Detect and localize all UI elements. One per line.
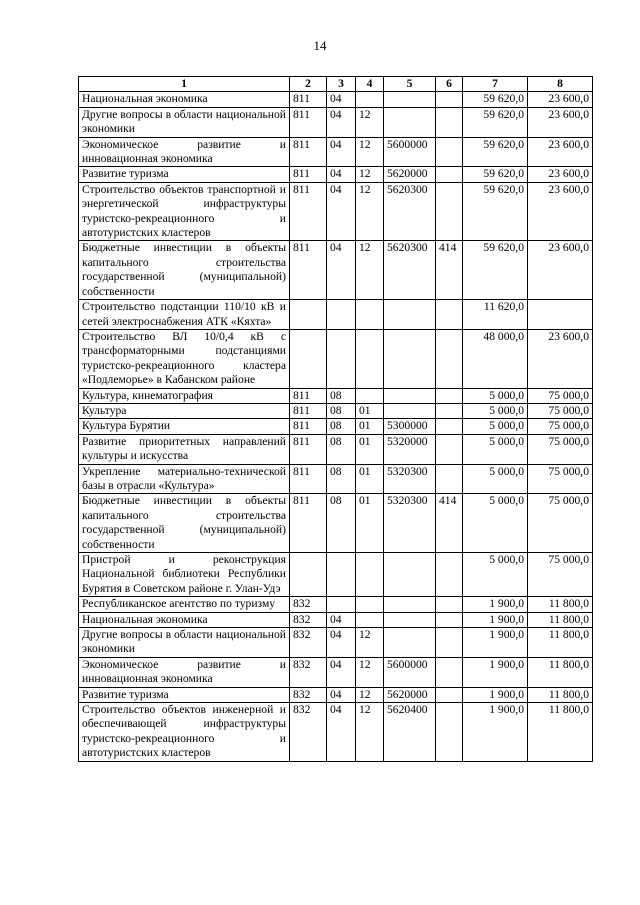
target-article-cell <box>384 107 436 137</box>
section-code-cell: 04 <box>327 92 356 107</box>
section-code-cell: 04 <box>327 182 356 241</box>
header-cell: 5 <box>384 77 436 92</box>
ministry-code-cell: 832 <box>290 612 327 627</box>
amount-col8-cell: 23 600,0 <box>528 167 593 182</box>
section-code-cell: 04 <box>327 167 356 182</box>
amount-col7-cell: 48 000,0 <box>463 329 528 388</box>
target-article-cell <box>384 300 436 330</box>
target-article-cell: 5320000 <box>384 434 436 464</box>
expense-type-cell <box>436 464 463 494</box>
subsection-code-cell <box>356 553 384 597</box>
expense-type-cell <box>436 703 463 762</box>
target-article-cell <box>384 612 436 627</box>
table-row <box>79 657 593 687</box>
section-code-cell <box>327 597 356 612</box>
expense-type-cell <box>436 107 463 137</box>
amount-col8-cell: 75 000,0 <box>528 553 593 597</box>
subsection-code-cell <box>356 92 384 107</box>
amount-col8-cell: 23 600,0 <box>528 92 593 107</box>
target-article-cell: 5620400 <box>384 703 436 762</box>
ministry-code-cell: 811 <box>290 182 327 241</box>
amount-col7-cell: 59 620,0 <box>463 107 528 137</box>
item-name-cell: Экономическое развитие и инновационная экономика <box>79 657 290 687</box>
amount-col7-cell: 11 620,0 <box>463 300 528 330</box>
table-header-row <box>79 77 593 92</box>
section-code-cell <box>327 553 356 597</box>
ministry-code-cell <box>290 553 327 597</box>
section-code-cell: 08 <box>327 419 356 434</box>
amount-col7-cell: 5 000,0 <box>463 419 528 434</box>
subsection-code-cell: 01 <box>356 494 384 553</box>
target-article-cell <box>384 329 436 388</box>
amount-col8-cell: 23 600,0 <box>528 107 593 137</box>
amount-col7-cell: 1 900,0 <box>463 612 528 627</box>
section-code-cell: 04 <box>327 612 356 627</box>
target-article-cell: 5300000 <box>384 419 436 434</box>
amount-col8-cell: 23 600,0 <box>528 241 593 300</box>
table-row <box>79 419 593 434</box>
item-name-cell: Бюджетные инвестиции в объекты капитального строительства государственной (муниципальной) собственности <box>79 494 290 553</box>
amount-col7-cell: 1 900,0 <box>463 703 528 762</box>
amount-col8-cell: 11 800,0 <box>528 597 593 612</box>
ministry-code-cell <box>290 329 327 388</box>
subsection-code-cell: 12 <box>356 687 384 702</box>
table-row <box>79 464 593 494</box>
amount-col8-cell: 75 000,0 <box>528 434 593 464</box>
table-row <box>79 597 593 612</box>
amount-col8-cell: 11 800,0 <box>528 657 593 687</box>
ministry-code-cell: 832 <box>290 628 327 658</box>
budget-table <box>78 76 593 762</box>
amount-col7-cell: 5 000,0 <box>463 494 528 553</box>
expense-type-cell <box>436 419 463 434</box>
section-code-cell: 08 <box>327 434 356 464</box>
target-article-cell <box>384 92 436 107</box>
amount-col8-cell: 75 000,0 <box>528 388 593 403</box>
section-code-cell: 08 <box>327 464 356 494</box>
section-code-cell: 08 <box>327 494 356 553</box>
target-article-cell: 5620300 <box>384 241 436 300</box>
section-code-cell: 04 <box>327 703 356 762</box>
table-row <box>79 703 593 762</box>
amount-col7-cell: 59 620,0 <box>463 167 528 182</box>
table-row <box>79 329 593 388</box>
expense-type-cell <box>436 182 463 241</box>
section-code-cell: 08 <box>327 388 356 403</box>
item-name-cell: Культура Бурятии <box>79 419 290 434</box>
expense-type-cell: 414 <box>436 241 463 300</box>
ministry-code-cell: 811 <box>290 388 327 403</box>
section-code-cell <box>327 329 356 388</box>
expense-type-cell <box>436 612 463 627</box>
amount-col7-cell: 1 900,0 <box>463 597 528 612</box>
amount-col7-cell: 5 000,0 <box>463 464 528 494</box>
subsection-code-cell <box>356 612 384 627</box>
subsection-code-cell: 12 <box>356 657 384 687</box>
item-name-cell: Бюджетные инвестиции в объекты капитального строительства государственной (муниципальной) собственности <box>79 241 290 300</box>
amount-col8-cell: 75 000,0 <box>528 403 593 418</box>
item-name-cell: Развитие приоритетных направлений культуры и искусства <box>79 434 290 464</box>
section-code-cell: 04 <box>327 107 356 137</box>
amount-col8-cell: 23 600,0 <box>528 182 593 241</box>
subsection-code-cell: 01 <box>356 464 384 494</box>
target-article-cell: 5620000 <box>384 167 436 182</box>
expense-type-cell <box>436 403 463 418</box>
header-cell: 8 <box>528 77 593 92</box>
amount-col7-cell: 5 000,0 <box>463 553 528 597</box>
expense-type-cell <box>436 687 463 702</box>
table-body <box>79 92 593 761</box>
table-row <box>79 107 593 137</box>
amount-col7-cell: 5 000,0 <box>463 434 528 464</box>
header-cell: 7 <box>463 77 528 92</box>
amount-col8-cell: 11 800,0 <box>528 687 593 702</box>
table-row <box>79 494 593 553</box>
amount-col8-cell: 11 800,0 <box>528 703 593 762</box>
amount-col8-cell: 75 000,0 <box>528 419 593 434</box>
table-row <box>79 628 593 658</box>
item-name-cell: Строительство подстанции 110/10 кВ и сетей электроснабжения АТК «Кяхта» <box>79 300 290 330</box>
subsection-code-cell <box>356 597 384 612</box>
expense-type-cell <box>436 329 463 388</box>
target-article-cell: 5620000 <box>384 687 436 702</box>
amount-col7-cell: 1 900,0 <box>463 628 528 658</box>
target-article-cell: 5320300 <box>384 494 436 553</box>
header-cell: 2 <box>290 77 327 92</box>
expense-type-cell <box>436 137 463 167</box>
table-row <box>79 403 593 418</box>
section-code-cell: 08 <box>327 403 356 418</box>
item-name-cell: Развитие туризма <box>79 167 290 182</box>
page-number: 14 <box>313 38 327 53</box>
ministry-code-cell: 811 <box>290 403 327 418</box>
expense-type-cell <box>436 657 463 687</box>
table-row <box>79 434 593 464</box>
table-row <box>79 241 593 300</box>
item-name-cell: Республиканское агентство по туризму <box>79 597 290 612</box>
amount-col7-cell: 5 000,0 <box>463 403 528 418</box>
subsection-code-cell: 12 <box>356 628 384 658</box>
subsection-code-cell: 01 <box>356 434 384 464</box>
amount-col7-cell: 1 900,0 <box>463 687 528 702</box>
table-row <box>79 137 593 167</box>
subsection-code-cell <box>356 388 384 403</box>
amount-col7-cell: 59 620,0 <box>463 92 528 107</box>
table-row <box>79 92 593 107</box>
item-name-cell: Другие вопросы в области национальной экономики <box>79 107 290 137</box>
ministry-code-cell: 832 <box>290 597 327 612</box>
ministry-code-cell: 832 <box>290 703 327 762</box>
amount-col8-cell: 11 800,0 <box>528 612 593 627</box>
expense-type-cell <box>436 92 463 107</box>
ministry-code-cell: 811 <box>290 494 327 553</box>
subsection-code-cell: 12 <box>356 703 384 762</box>
table-row <box>79 300 593 330</box>
target-article-cell <box>384 553 436 597</box>
amount-col8-cell: 75 000,0 <box>528 464 593 494</box>
section-code-cell <box>327 300 356 330</box>
subsection-code-cell: 01 <box>356 403 384 418</box>
amount-col7-cell: 1 900,0 <box>463 657 528 687</box>
amount-col7-cell: 59 620,0 <box>463 137 528 167</box>
expense-type-cell <box>436 597 463 612</box>
header-cell: 3 <box>327 77 356 92</box>
subsection-code-cell <box>356 329 384 388</box>
subsection-code-cell <box>356 300 384 330</box>
table-row <box>79 553 593 597</box>
ministry-code-cell: 811 <box>290 107 327 137</box>
amount-col8-cell: 23 600,0 <box>528 137 593 167</box>
item-name-cell: Национальная экономика <box>79 612 290 627</box>
header-cell: 4 <box>356 77 384 92</box>
target-article-cell: 5600000 <box>384 137 436 167</box>
section-code-cell: 04 <box>327 657 356 687</box>
ministry-code-cell: 811 <box>290 419 327 434</box>
subsection-code-cell: 12 <box>356 137 384 167</box>
amount-col7-cell: 59 620,0 <box>463 241 528 300</box>
header-cell: 1 <box>79 77 290 92</box>
subsection-code-cell: 01 <box>356 419 384 434</box>
ministry-code-cell: 811 <box>290 92 327 107</box>
ministry-code-cell: 811 <box>290 137 327 167</box>
expense-type-cell <box>436 300 463 330</box>
amount-col8-cell <box>528 300 593 330</box>
expense-type-cell: 414 <box>436 494 463 553</box>
expense-type-cell <box>436 434 463 464</box>
item-name-cell: Другие вопросы в области национальной экономики <box>79 628 290 658</box>
target-article-cell: 5600000 <box>384 657 436 687</box>
target-article-cell <box>384 403 436 418</box>
item-name-cell: Национальная экономика <box>79 92 290 107</box>
section-code-cell: 04 <box>327 241 356 300</box>
table-row <box>79 182 593 241</box>
subsection-code-cell: 12 <box>356 182 384 241</box>
item-name-cell: Укрепление материально-технической базы в отрасли «Культура» <box>79 464 290 494</box>
item-name-cell: Строительство ВЛ 10/0,4 кВ с трансформаторными подстанциями туристско-рекреационного кластера «Подлеморье» в Кабанском районе <box>79 329 290 388</box>
table-row <box>79 687 593 702</box>
item-name-cell: Строительство объектов транспортной и энергетической инфраструктуры туристско-рекреационного и автотуристских кластеров <box>79 182 290 241</box>
section-code-cell: 04 <box>327 628 356 658</box>
amount-col8-cell: 23 600,0 <box>528 329 593 388</box>
table-row <box>79 388 593 403</box>
section-code-cell: 04 <box>327 137 356 167</box>
subsection-code-cell: 12 <box>356 107 384 137</box>
target-article-cell: 5320300 <box>384 464 436 494</box>
section-code-cell: 04 <box>327 687 356 702</box>
subsection-code-cell: 12 <box>356 241 384 300</box>
expense-type-cell <box>436 167 463 182</box>
ministry-code-cell: 832 <box>290 657 327 687</box>
amount-col8-cell: 11 800,0 <box>528 628 593 658</box>
target-article-cell <box>384 388 436 403</box>
target-article-cell <box>384 628 436 658</box>
subsection-code-cell: 12 <box>356 167 384 182</box>
item-name-cell: Пристрой и реконструкция Национальной библиотеки Республики Бурятия в Советском районе г. Улан-Удэ <box>79 553 290 597</box>
ministry-code-cell: 811 <box>290 464 327 494</box>
amount-col8-cell: 75 000,0 <box>528 494 593 553</box>
amount-col7-cell: 5 000,0 <box>463 388 528 403</box>
table-row <box>79 167 593 182</box>
item-name-cell: Культура, кинематография <box>79 388 290 403</box>
ministry-code-cell: 811 <box>290 434 327 464</box>
expense-type-cell <box>436 553 463 597</box>
target-article-cell <box>384 597 436 612</box>
ministry-code-cell: 811 <box>290 167 327 182</box>
item-name-cell: Культура <box>79 403 290 418</box>
amount-col7-cell: 59 620,0 <box>463 182 528 241</box>
item-name-cell: Экономическое развитие и инновационная экономика <box>79 137 290 167</box>
item-name-cell: Развитие туризма <box>79 687 290 702</box>
expense-type-cell <box>436 628 463 658</box>
table-row <box>79 612 593 627</box>
item-name-cell: Строительство объектов инженерной и обеспечивающей инфраструктуры туристско-рекреационного и автотуристских кластеров <box>79 703 290 762</box>
ministry-code-cell: 811 <box>290 241 327 300</box>
target-article-cell: 5620300 <box>384 182 436 241</box>
ministry-code-cell: 832 <box>290 687 327 702</box>
ministry-code-cell <box>290 300 327 330</box>
expense-type-cell <box>436 388 463 403</box>
header-cell: 6 <box>436 77 463 92</box>
